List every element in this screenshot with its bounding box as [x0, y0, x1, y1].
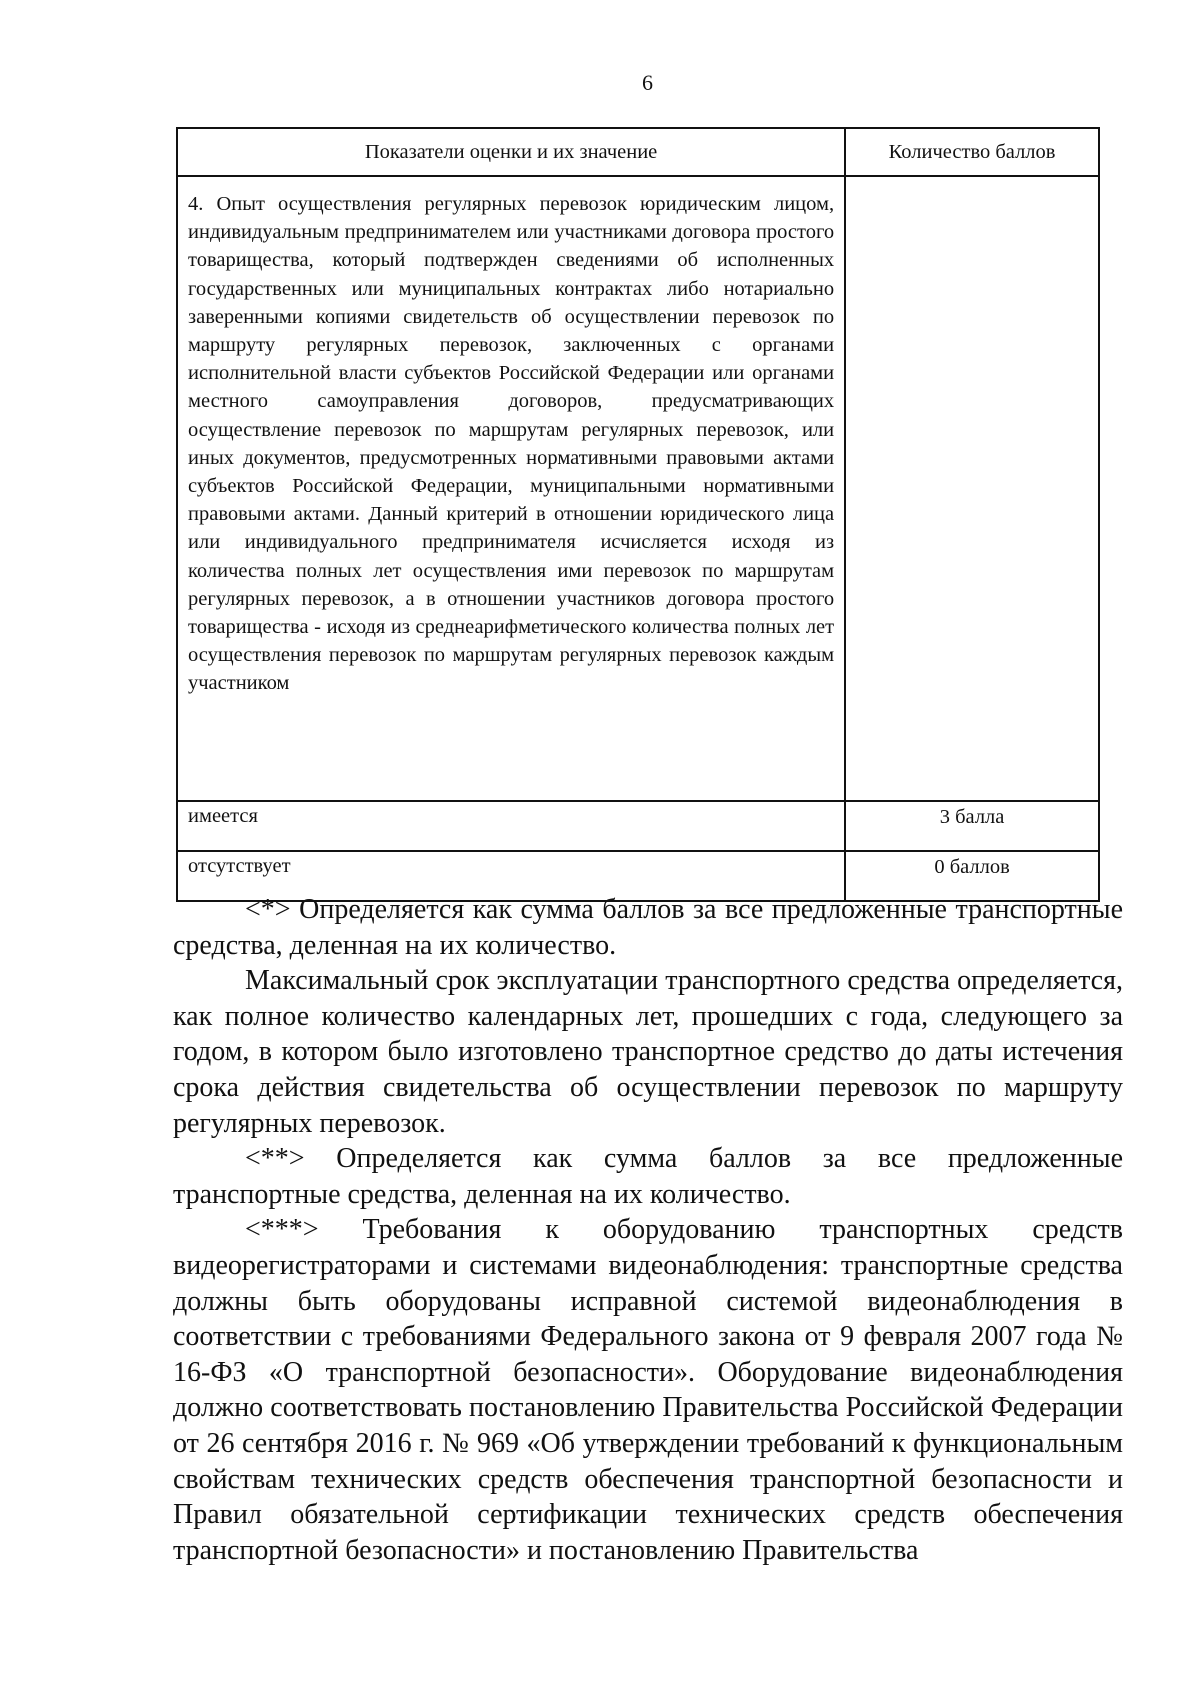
header-indicator: Показатели оценки и их значение	[177, 128, 845, 176]
evaluation-criteria-table	[176, 127, 1100, 902]
table-header-row	[177, 128, 1099, 176]
note-max-service-life: Максимальный срок эксплуатации транспортного средства определяется, как полное количество календарных лет, прошедших с года, следующего за годом, в котором было изготовлено транспортное средство до даты истечения срока действия свидетельства об осуществлении перевозок по маршруту регулярных перевозок.	[173, 965, 1123, 1139]
criterion-row	[177, 176, 1099, 801]
header-points: Количество баллов	[845, 128, 1099, 176]
footnote-1: <*> Определяется как сумма баллов за все предложенные транспортные средства, деленная на их количество.	[173, 894, 1123, 961]
row-points-present: 3 балла	[845, 801, 1099, 851]
criterion-description: 4. Опыт осуществления регулярных перевозок юридическим лицом, индивидуальным предпринимателем или участниками договора простого товарищества, который подтвержден сведениями об исполненных государственных или муниципальных контрактах либо нотариально заверенными копиями свидетельств об осуществлении перевозок по маршруту регулярных перевозок, заключенных с органами исполнительной власти субъектов Российской Федерации или органами местного самоуправления договоров, предусматривающих осуществление перевозок по маршрутам регулярных перевозок, или иных документов, предусмотренных нормативными правовыми актами субъектов Российской Федерации, муниципальными нормативными правовыми актами. Данный критерий в отношении юридического лица или индивидуального предпринимателя исчисляется исходя из количества полных лет осуществления ими перевозок по маршрутам регулярных перевозок, а в отношении участников договора простого товарищества - исходя из среднеарифметического количества полных лет осуществления перевозок по маршрутам регулярных перевозок каждым участником	[177, 176, 845, 801]
footnotes	[173, 892, 1123, 1568]
row-points-absent: 0 баллов	[845, 851, 1099, 901]
footnote-3: <***> Требования к оборудованию транспортных средств видеорегистраторами и системами видеонаблюдения: транспортные средства должны быть оборудованы исправной системой видеонаблюдения в соответствии с требованиями Федерального закона от 9 февраля 2007 года № 16-ФЗ «О транспортной безопасности». Оборудование видеонаблюдения должно соответствовать постановлению Правительства Российской Федерации от 26 сентября 2016 г. № 969 «Об утверждении требований к функциональным свойствам технических средств обеспечения транспортной безопасности и Правил обязательной сертификации технических средств обеспечения транспортной безопасности» и постановлению Правительства	[173, 1214, 1123, 1566]
row-label-absent: отсутствует	[177, 851, 845, 901]
table-row	[177, 801, 1099, 851]
footnote-2: <**> Определяется как сумма баллов за все предложенные транспортные средства, деленная на их количество.	[173, 1143, 1123, 1210]
row-label-present: имеется	[177, 801, 845, 851]
criterion-points	[845, 176, 1099, 801]
page-number: 6	[642, 70, 653, 95]
